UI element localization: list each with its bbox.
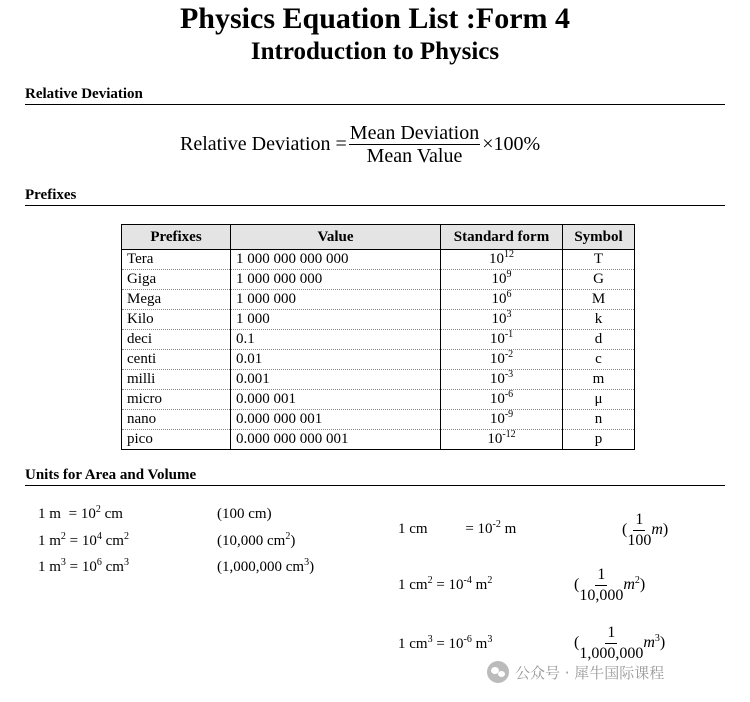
- unit-frac-cm: ( $\frac{1}{100}$ m): [622, 511, 669, 549]
- unit-paren-m3: (1,000,000 $cm^3$): [217, 557, 315, 575]
- unit-eq-m: 1 $m = 10^2$ cm: [38, 504, 123, 522]
- unit-eq-m3: 1 $m^3 = 10^6$ $cm^3$: [38, 557, 129, 575]
- section-heading-prefixes: Prefixes: [25, 187, 725, 206]
- table-row: [122, 250, 635, 270]
- cell-symbol: M: [563, 290, 635, 310]
- cell-prefix: Giga: [122, 270, 231, 290]
- formula-denominator: Mean Value: [366, 145, 463, 167]
- cell-standard-form: $10^9$: [441, 270, 563, 290]
- cell-standard-form: $10^{12}$: [441, 250, 563, 270]
- cell-symbol: m: [563, 370, 635, 390]
- formula-fraction: [349, 122, 480, 167]
- cell-standard-form: $10^{-1}$: [441, 330, 563, 350]
- relative-deviation-formula: [180, 122, 540, 167]
- cell-symbol: d: [563, 330, 635, 350]
- cell-value: 1 000 000: [231, 290, 441, 310]
- cell-prefix: Tera: [122, 250, 231, 270]
- page-title: Physics Equation List :Form 4: [179, 2, 571, 35]
- cell-prefix: micro: [122, 390, 231, 410]
- cell-symbol: c: [563, 350, 635, 370]
- cell-symbol: μ: [563, 390, 635, 410]
- prefix-table-body: [122, 250, 635, 450]
- page-subtitle: Introduction to Physics: [250, 38, 500, 65]
- formula-lhs: Relative Deviation =: [180, 133, 347, 155]
- unit-eq-cm2: 1 $cm^2 = 10^{-4}$ $m^2$: [398, 575, 493, 593]
- unit-eq-m2: 1 $m^2 = 10^4$ $cm^2$: [38, 531, 129, 549]
- table-row: [122, 410, 635, 430]
- table-row: [122, 270, 635, 290]
- cell-value: 0.001: [231, 370, 441, 390]
- table-row: [122, 330, 635, 350]
- cell-symbol: k: [563, 310, 635, 330]
- cell-standard-form: $10^{-3}$: [441, 370, 563, 390]
- header-prefixes: Prefixes: [122, 225, 231, 250]
- cell-symbol: p: [563, 430, 635, 450]
- cell-standard-form: $10^6$: [441, 290, 563, 310]
- cell-value: 0.000 000 001: [231, 410, 441, 430]
- table-row: [122, 390, 635, 410]
- cell-prefix: deci: [122, 330, 231, 350]
- header-standard-form: Standard form: [441, 225, 563, 250]
- cell-prefix: Kilo: [122, 310, 231, 330]
- section-heading-units: Units for Area and Volume: [25, 467, 725, 486]
- unit-frac-cm2: ( $\frac{1}{10,000}$ $m^2$): [574, 566, 646, 604]
- header-value: Value: [231, 225, 441, 250]
- unit-eq-cm3: 1 $cm^3 = 10^{-6}$ $m^3$: [398, 634, 493, 652]
- cell-value: 1 000 000 000 000: [231, 250, 441, 270]
- cell-value: 1 000 000 000: [231, 270, 441, 290]
- cell-symbol: n: [563, 410, 635, 430]
- cell-symbol: T: [563, 250, 635, 270]
- cell-prefix: nano: [122, 410, 231, 430]
- unit-frac-cm3: ( $\frac{1}{1,000,000}$ $m^3$): [574, 624, 666, 662]
- cell-value: 1 000: [231, 310, 441, 330]
- cell-symbol: G: [563, 270, 635, 290]
- table-row: [122, 290, 635, 310]
- cell-standard-form: $10^3$: [441, 310, 563, 330]
- cell-standard-form: $10^{-6}$: [441, 390, 563, 410]
- cell-value: 0.000 000 000 001: [231, 430, 441, 450]
- cell-standard-form: $10^{-9}$: [441, 410, 563, 430]
- table-row: [122, 310, 635, 330]
- header-symbol: Symbol: [563, 225, 635, 250]
- watermark-text: 公众号 · 犀牛国际课程: [515, 663, 665, 682]
- table-row: [122, 430, 635, 450]
- table-row: [122, 350, 635, 370]
- formula-rhs: ×100%: [482, 133, 541, 155]
- cell-prefix: Mega: [122, 290, 231, 310]
- cell-prefix: centi: [122, 350, 231, 370]
- cell-value: 0.01: [231, 350, 441, 370]
- formula-numerator: Mean Deviation: [349, 122, 480, 144]
- unit-paren-m: (100 cm): [217, 506, 272, 522]
- cell-standard-form: $10^{-12}$: [441, 430, 563, 450]
- table-row: [122, 370, 635, 390]
- unit-eq-cm: 1 cm = $10^{-2}$ m: [398, 519, 517, 537]
- cell-standard-form: $10^{-2}$: [441, 350, 563, 370]
- section-heading-relative-deviation: Relative Deviation: [25, 86, 725, 105]
- unit-paren-m2: (10,000 $cm^2$): [217, 531, 296, 549]
- cell-prefix: milli: [122, 370, 231, 390]
- prefix-table: [121, 224, 635, 450]
- cell-value: 0.000 001: [231, 390, 441, 410]
- cell-value: 0.1: [231, 330, 441, 350]
- cell-prefix: pico: [122, 430, 231, 450]
- table-header-row: [122, 225, 635, 250]
- watermark: [487, 661, 664, 683]
- wechat-icon: [487, 661, 509, 683]
